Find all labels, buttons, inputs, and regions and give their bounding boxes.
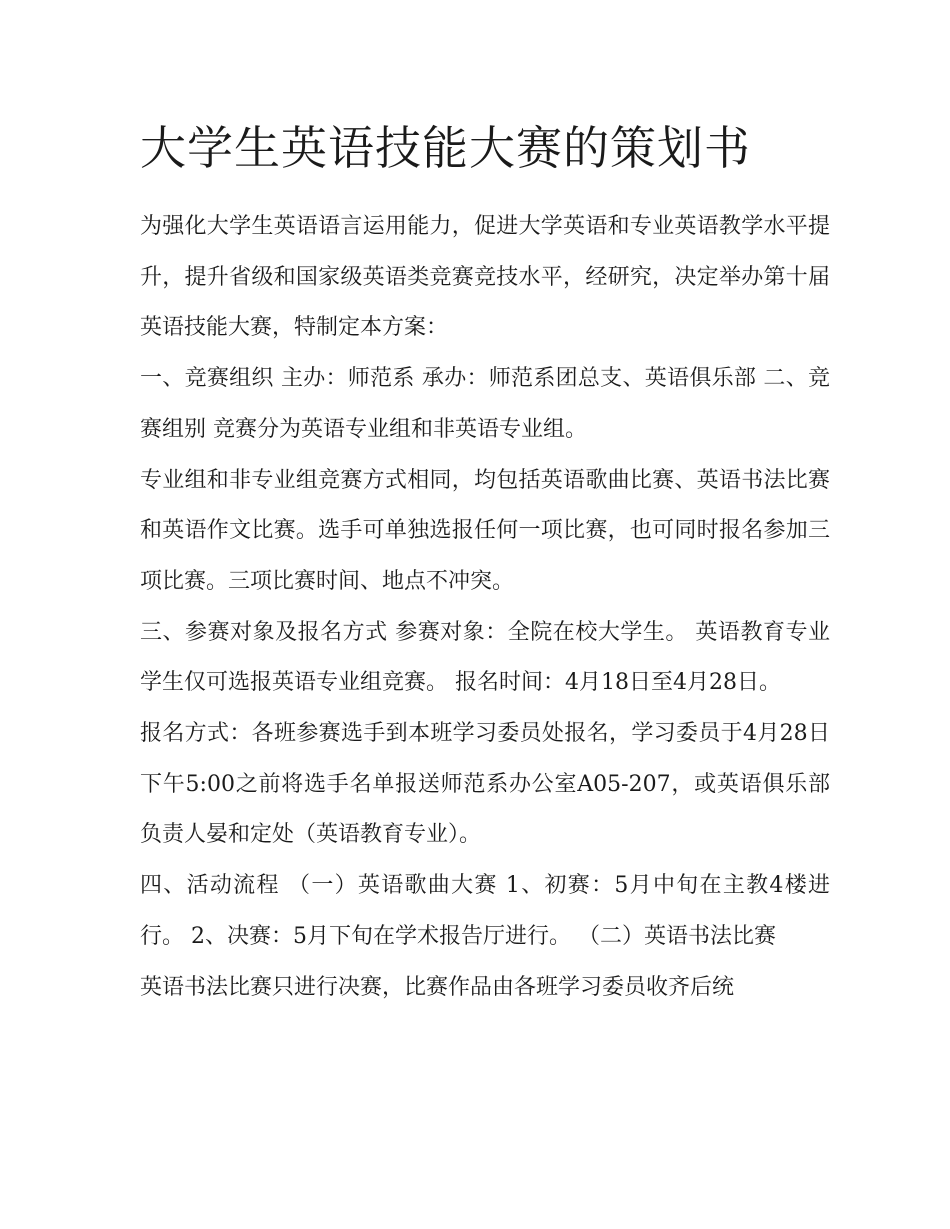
document-title: 大学生英语技能大赛的策划书 bbox=[140, 121, 751, 175]
paragraph-organization: 一、竞赛组织 主办：师范系 承办：师范系团总支、英语俱乐部 二、竞赛组别 竞赛分为英语专业组和非英语专业组。 bbox=[140, 366, 830, 442]
paragraph-process: 四、活动流程 （一）英语歌曲大赛 1、初赛：5月中旬在主教4楼进行。 2、决赛：5月下旬在学术报告厅进行。 （二）英语书法比赛 bbox=[140, 873, 830, 949]
paragraph-registration: 报名方式：各班参赛选手到本班学习委员处报名，学习委员于4月28日下午5:00之前将选手名单报送师范系办公室A05-207，或英语俱乐部负责人晏和定处（英语教育专业）。 bbox=[140, 721, 830, 848]
document-body bbox=[140, 202, 830, 1013]
paragraph-calligraphy: 英语书法比赛只进行决赛，比赛作品由各班学习委员收齐后统 bbox=[140, 974, 735, 1000]
paragraph-participants: 三、参赛对象及报名方式 参赛对象：全院在校大学生。 英语教育专业学生仅可选报英语专业组竞赛。 报名时间：4月18日至4月28日。 bbox=[140, 619, 830, 696]
paragraph-competition-format: 专业组和非专业组竞赛方式相同，均包括英语歌曲比赛、英语书法比赛和英语作文比赛。选手可单独选报任何一项比赛，也可同时报名参加三项比赛。三项比赛时间、地点不冲突。 bbox=[140, 467, 830, 594]
paragraph-intro: 为强化大学生英语语言运用能力，促进大学英语和专业英语教学水平提升，提升省级和国家级英语类竞赛竞技水平，经研究，决定举办第十届英语技能大赛，特制定本方案： bbox=[140, 214, 830, 341]
